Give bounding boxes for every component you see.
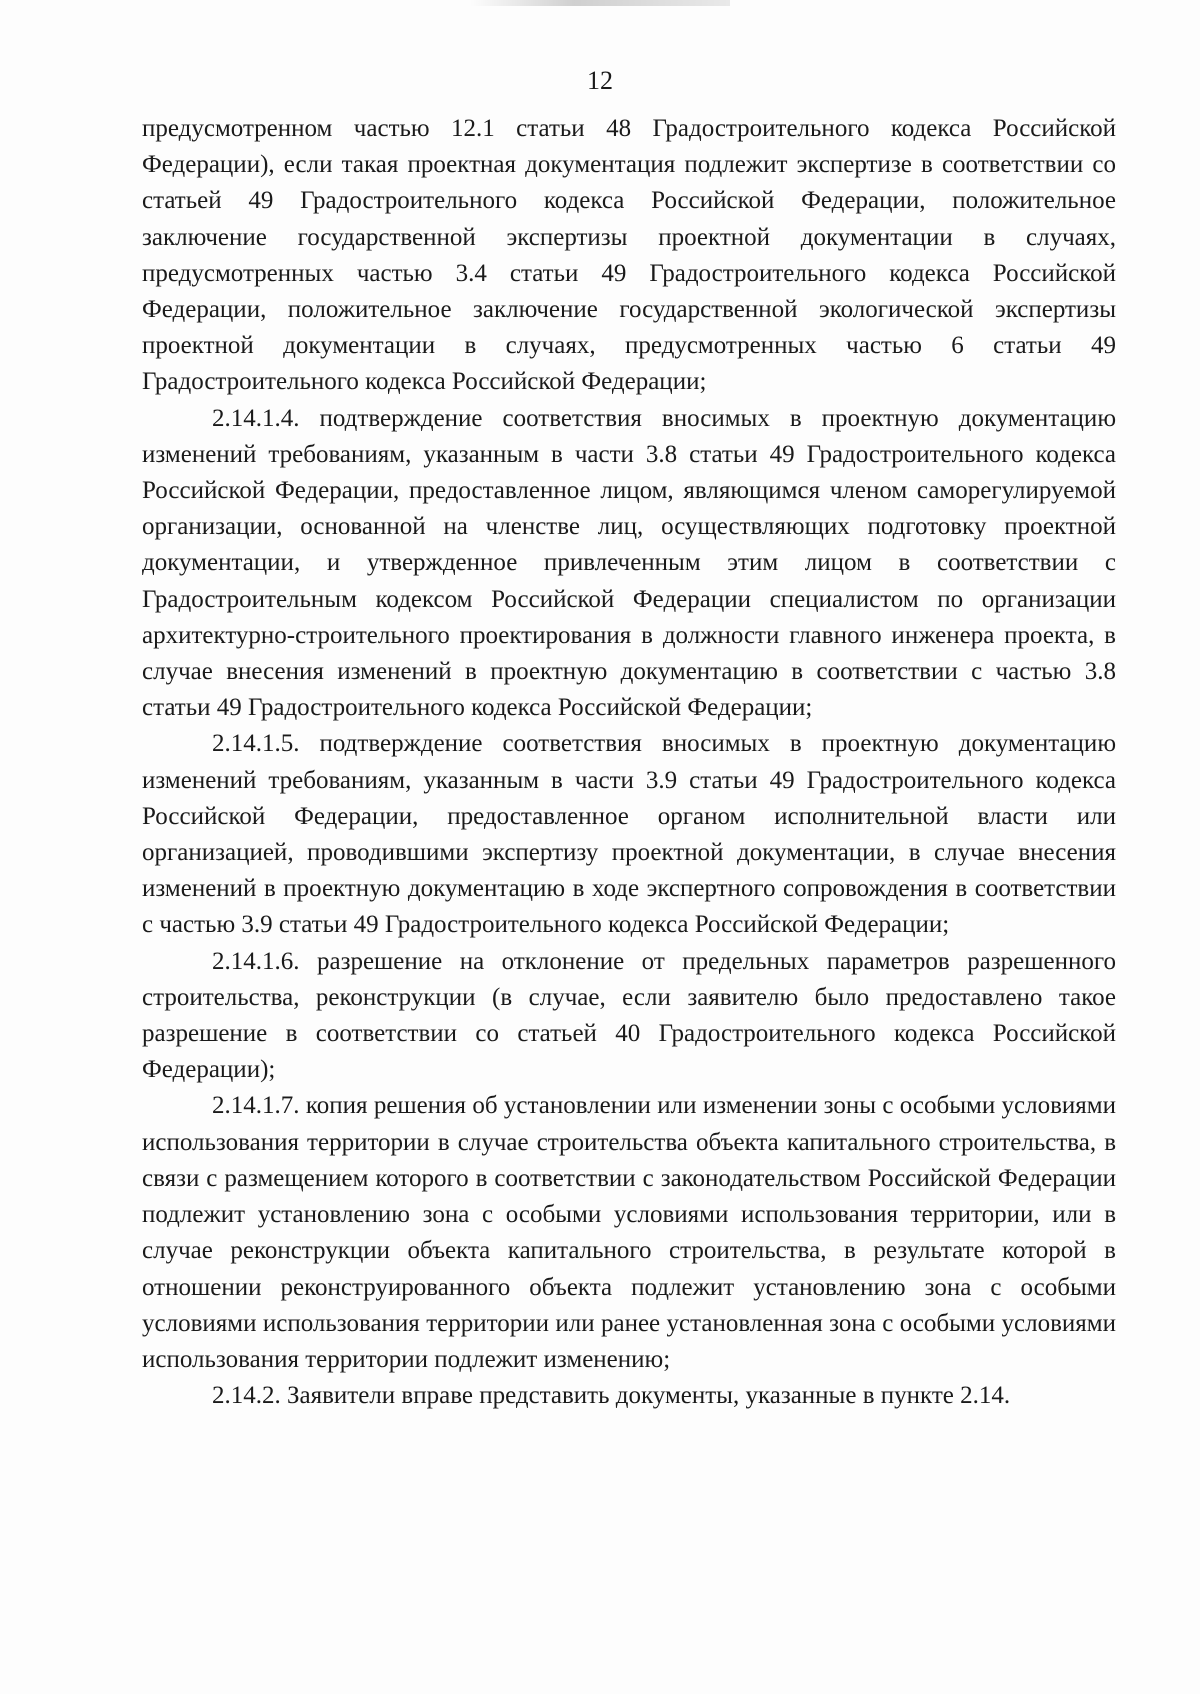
paragraph-2-14-1-4: 2.14.1.4. подтверждение соответствия вносимых в проектную документацию изменений требованиям, указанным в части 3.8 статьи 49 Градостроительного кодекса Российской Федерации, предоставленное лицом, являющимся членом саморегулируемой организации, основанной на членстве лиц, осуществляющих подготовку проектной документации, и утвержденное привлеченным этим лицом в соответствии с Градостроительным кодексом Российской Федерации специалистом по организации архитектурно-строительного проектирования в должности главного инженера проекта, в случае внесения изменений в проектную документацию в соответствии с частью 3.8 статьи 49 Градостроительного кодекса Российской Федерации;: [142, 404, 1116, 722]
paragraph-2-14-2: 2.14.2. Заявители вправе представить документы, указанные в пункте 2.14.: [212, 1382, 1011, 1410]
paragraph-2-14-1-7: 2.14.1.7. копия решения об установлении или изменении зоны с особыми условиями использования территории в случае строительства объекта капитального строительства, в связи с размещением которого в соответствии с законодательством Российской Федерации подлежит установлению зона с особыми условиями использования территории, или в случае реконструкции объекта капитального строительства, в результате которой в отношении реконструированного объекта подлежит установлению зона с особыми условиями использования территории или ранее установленная зона с особыми условиями использования территории подлежит изменению;: [142, 1092, 1116, 1373]
page-number: 12: [587, 66, 613, 95]
document-body: [142, 111, 1116, 1414]
paragraph-2-14-1-5: 2.14.1.5. подтверждение соответствия вносимых в проектную документацию изменений требованиям, указанным в части 3.9 статьи 49 Градостроительного кодекса Российской Федерации, предоставленное органом исполнительной власти или организацией, проводившими экспертизу проектной документации, в случае внесения изменений в проектную документацию в ходе экспертного сопровождения в соответствии с частью 3.9 статьи 49 Градостроительного кодекса Российской Федерации;: [142, 730, 1116, 939]
paragraph-continuation: предусмотренном частью 12.1 статьи 48 Градостроительного кодекса Российской Федерации), если такая проектная документация подлежит экспертизе в соответствии со статьей 49 Градостроительного кодекса Российской Федерации, положительное заключение государственной экспертизы проектной документации в случаях, предусмотренных частью 3.4 статьи 49 Градостроительного кодекса Российской Федерации, положительное заключение государственной экологической экспертизы проектной документации в случаях, предусмотренных частью 6 статьи 49 Градостроительного кодекса Российской Федерации;: [142, 115, 1116, 396]
paragraph-2-14-1-6: 2.14.1.6. разрешение на отклонение от предельных параметров разрешенного строительства, реконструкции (в случае, если заявителю было предоставлено такое разрешение в соответствии со статьей 40 Градостроительного кодекса Российской Федерации);: [142, 947, 1116, 1084]
scan-artifact: [470, 0, 730, 6]
